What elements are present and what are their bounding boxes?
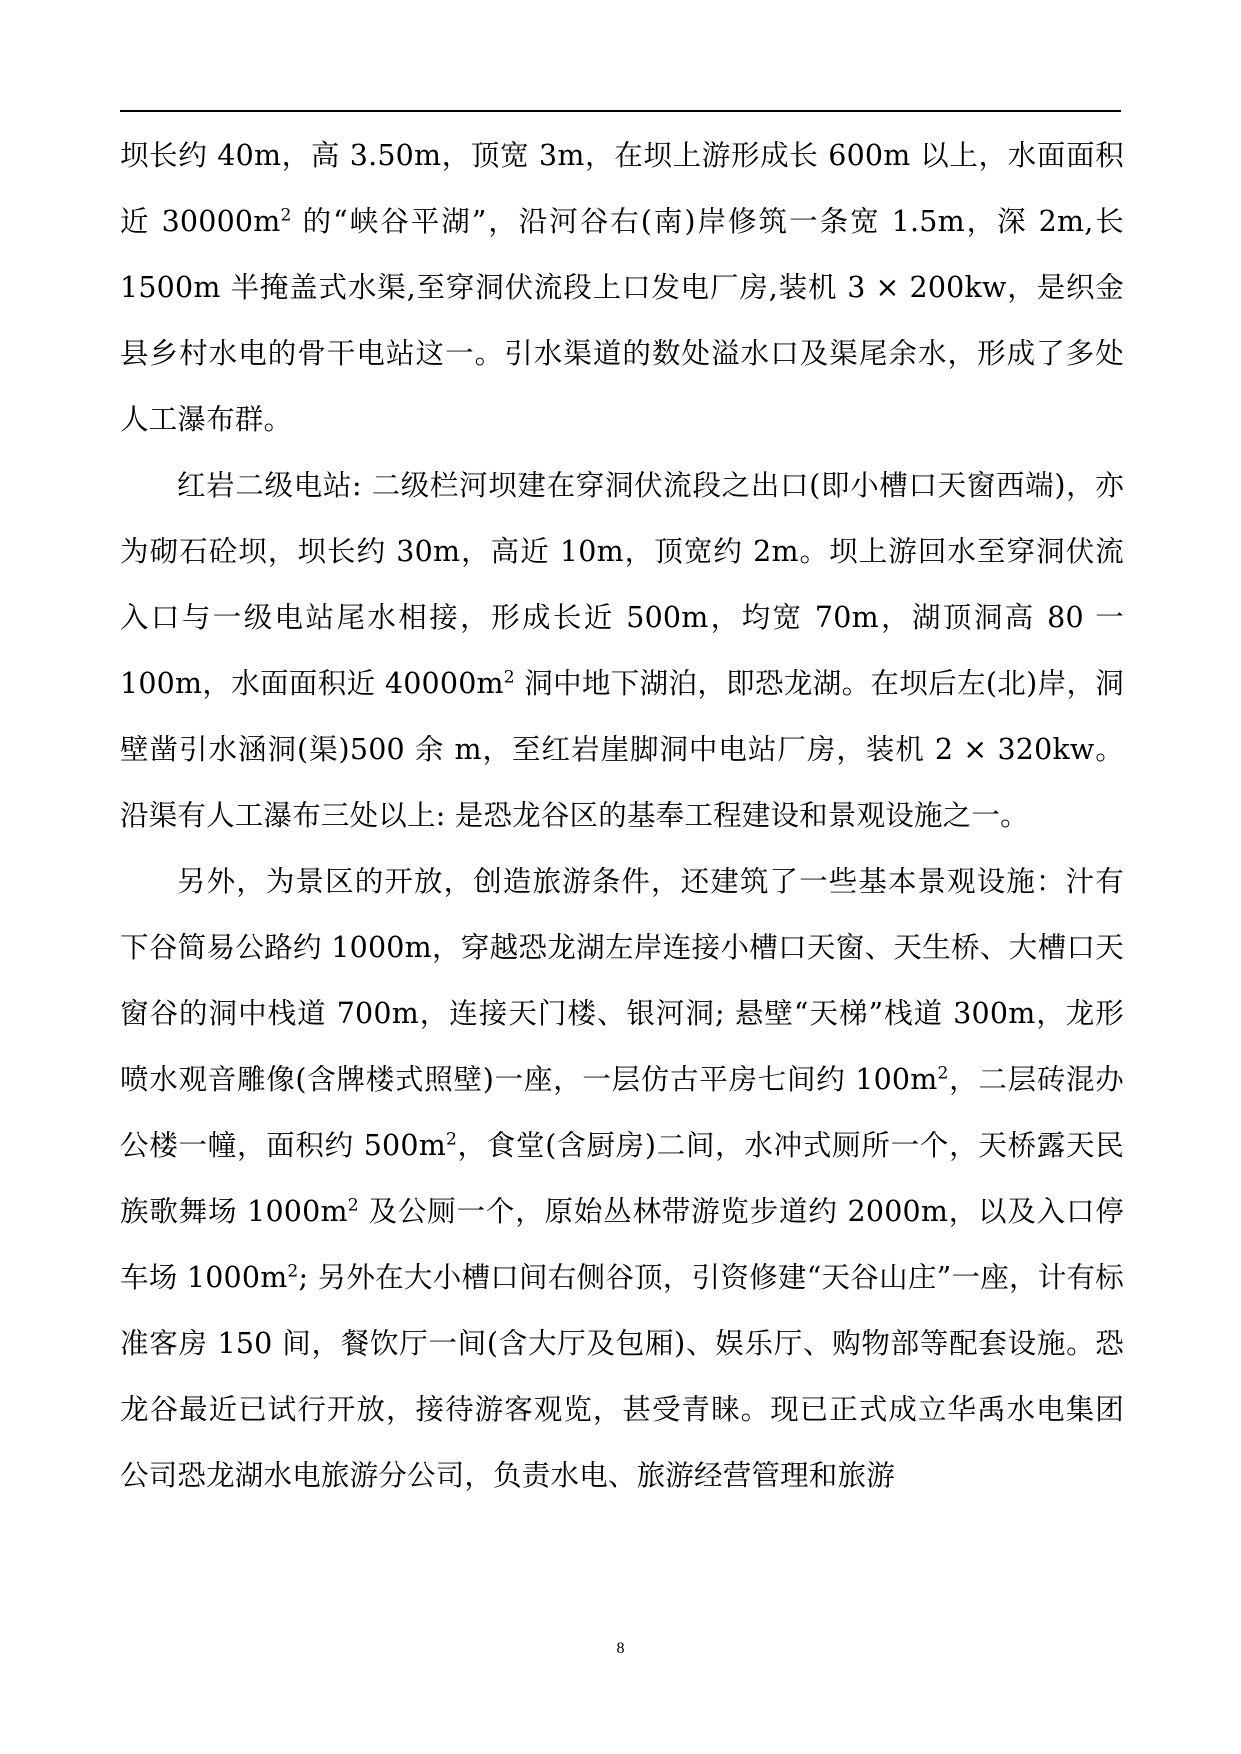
header-rule xyxy=(120,110,1121,112)
text-run: ; 另外在大小槽口间右侧谷顶，引资修建“天谷山庄”一座，计有标准客房 150 间，餐饮厅一间(含大厅及包厢)、娱乐厅、购物部等配套设施。恐龙谷最近已试行开放，接待游客观览，甚受青睐。现已正式成立华禹水电集团公司恐龙湖水电旅游分公司，负责水电、旅游经营管理和旅游 xyxy=(120,1261,1124,1492)
superscript: 2 xyxy=(280,205,292,226)
paragraph xyxy=(120,453,1124,849)
paragraph xyxy=(120,849,1124,1509)
superscript: 2 xyxy=(503,667,515,688)
page-number: 8 xyxy=(616,1640,625,1657)
text-run: ，二层砖混办公楼一幢，面积约 500m xyxy=(120,1063,1124,1162)
superscript: 2 xyxy=(347,1195,359,1216)
superscript: 2 xyxy=(445,1129,458,1150)
text-run: ，食堂(含厨房)二间，水冲式厕所一个，天桥露天民族歌舞场 1000m xyxy=(120,1129,1124,1228)
text-run: 洞中地下湖泊，即恐龙湖。在坝后左(北)岸，洞壁凿引水涵洞(渠)500 余 m，至红岩崖脚洞中电站厂房，装机 2 × 320kw。沿渠有人工瀑布三处以上: 是恐龙谷区的基奉工程建设和景观设施之一。 xyxy=(120,667,1124,832)
text-run: 坝长约 40m，高 3.50m，顶宽 3m，在坝上游形成长 600m 以上，水面面积近 30000m xyxy=(120,139,1124,238)
text-run: 的“峡谷平湖”，沿河谷右(南)岸修筑一条宽 1.5m，深 2m,长 1500m 半掩盖式水渠,至穿洞伏流段上口发电厂房,装机 3 × 200kw，是织金县乡村水电的骨干电站这一。引水渠道的数处溢水口及渠尾余水，形成了多处人工瀑布群。 xyxy=(120,205,1124,436)
text-run: 另外，为景区的开放，创造旅游条件，还建筑了一些基本景观设施：汁有下谷简易公路约 1000m，穿越恐龙湖左岸连接小槽口天窗、天生桥、大槽口天窗谷的洞中栈道 700m，连接天门楼、银河洞; 悬壁“天梯”栈道 300m，龙形喷水观音雕像(含牌楼式照壁)一座，一层仿古平房七间约 100m xyxy=(120,865,1124,1096)
text-run: 及公厕一个，原始丛林带游览步道约 2000m，以及入口停车场 1000m xyxy=(120,1195,1124,1294)
superscript: 2 xyxy=(287,1261,299,1282)
paragraph xyxy=(120,123,1124,453)
text-run: 红岩二级电站: 二级栏河坝建在穿洞伏流段之出口(即小槽口天窗西端)，亦为砌石砼坝，坝长约 30m，高近 10m，顶宽约 2m。坝上游回水至穿洞伏流入口与一级电站尾水相接，形成长近 500m，均宽 70m，湖顶洞高 80 一 100m，水面面积近 40000m xyxy=(120,469,1124,700)
superscript: 2 xyxy=(937,1063,949,1084)
body-text xyxy=(120,123,1124,1509)
